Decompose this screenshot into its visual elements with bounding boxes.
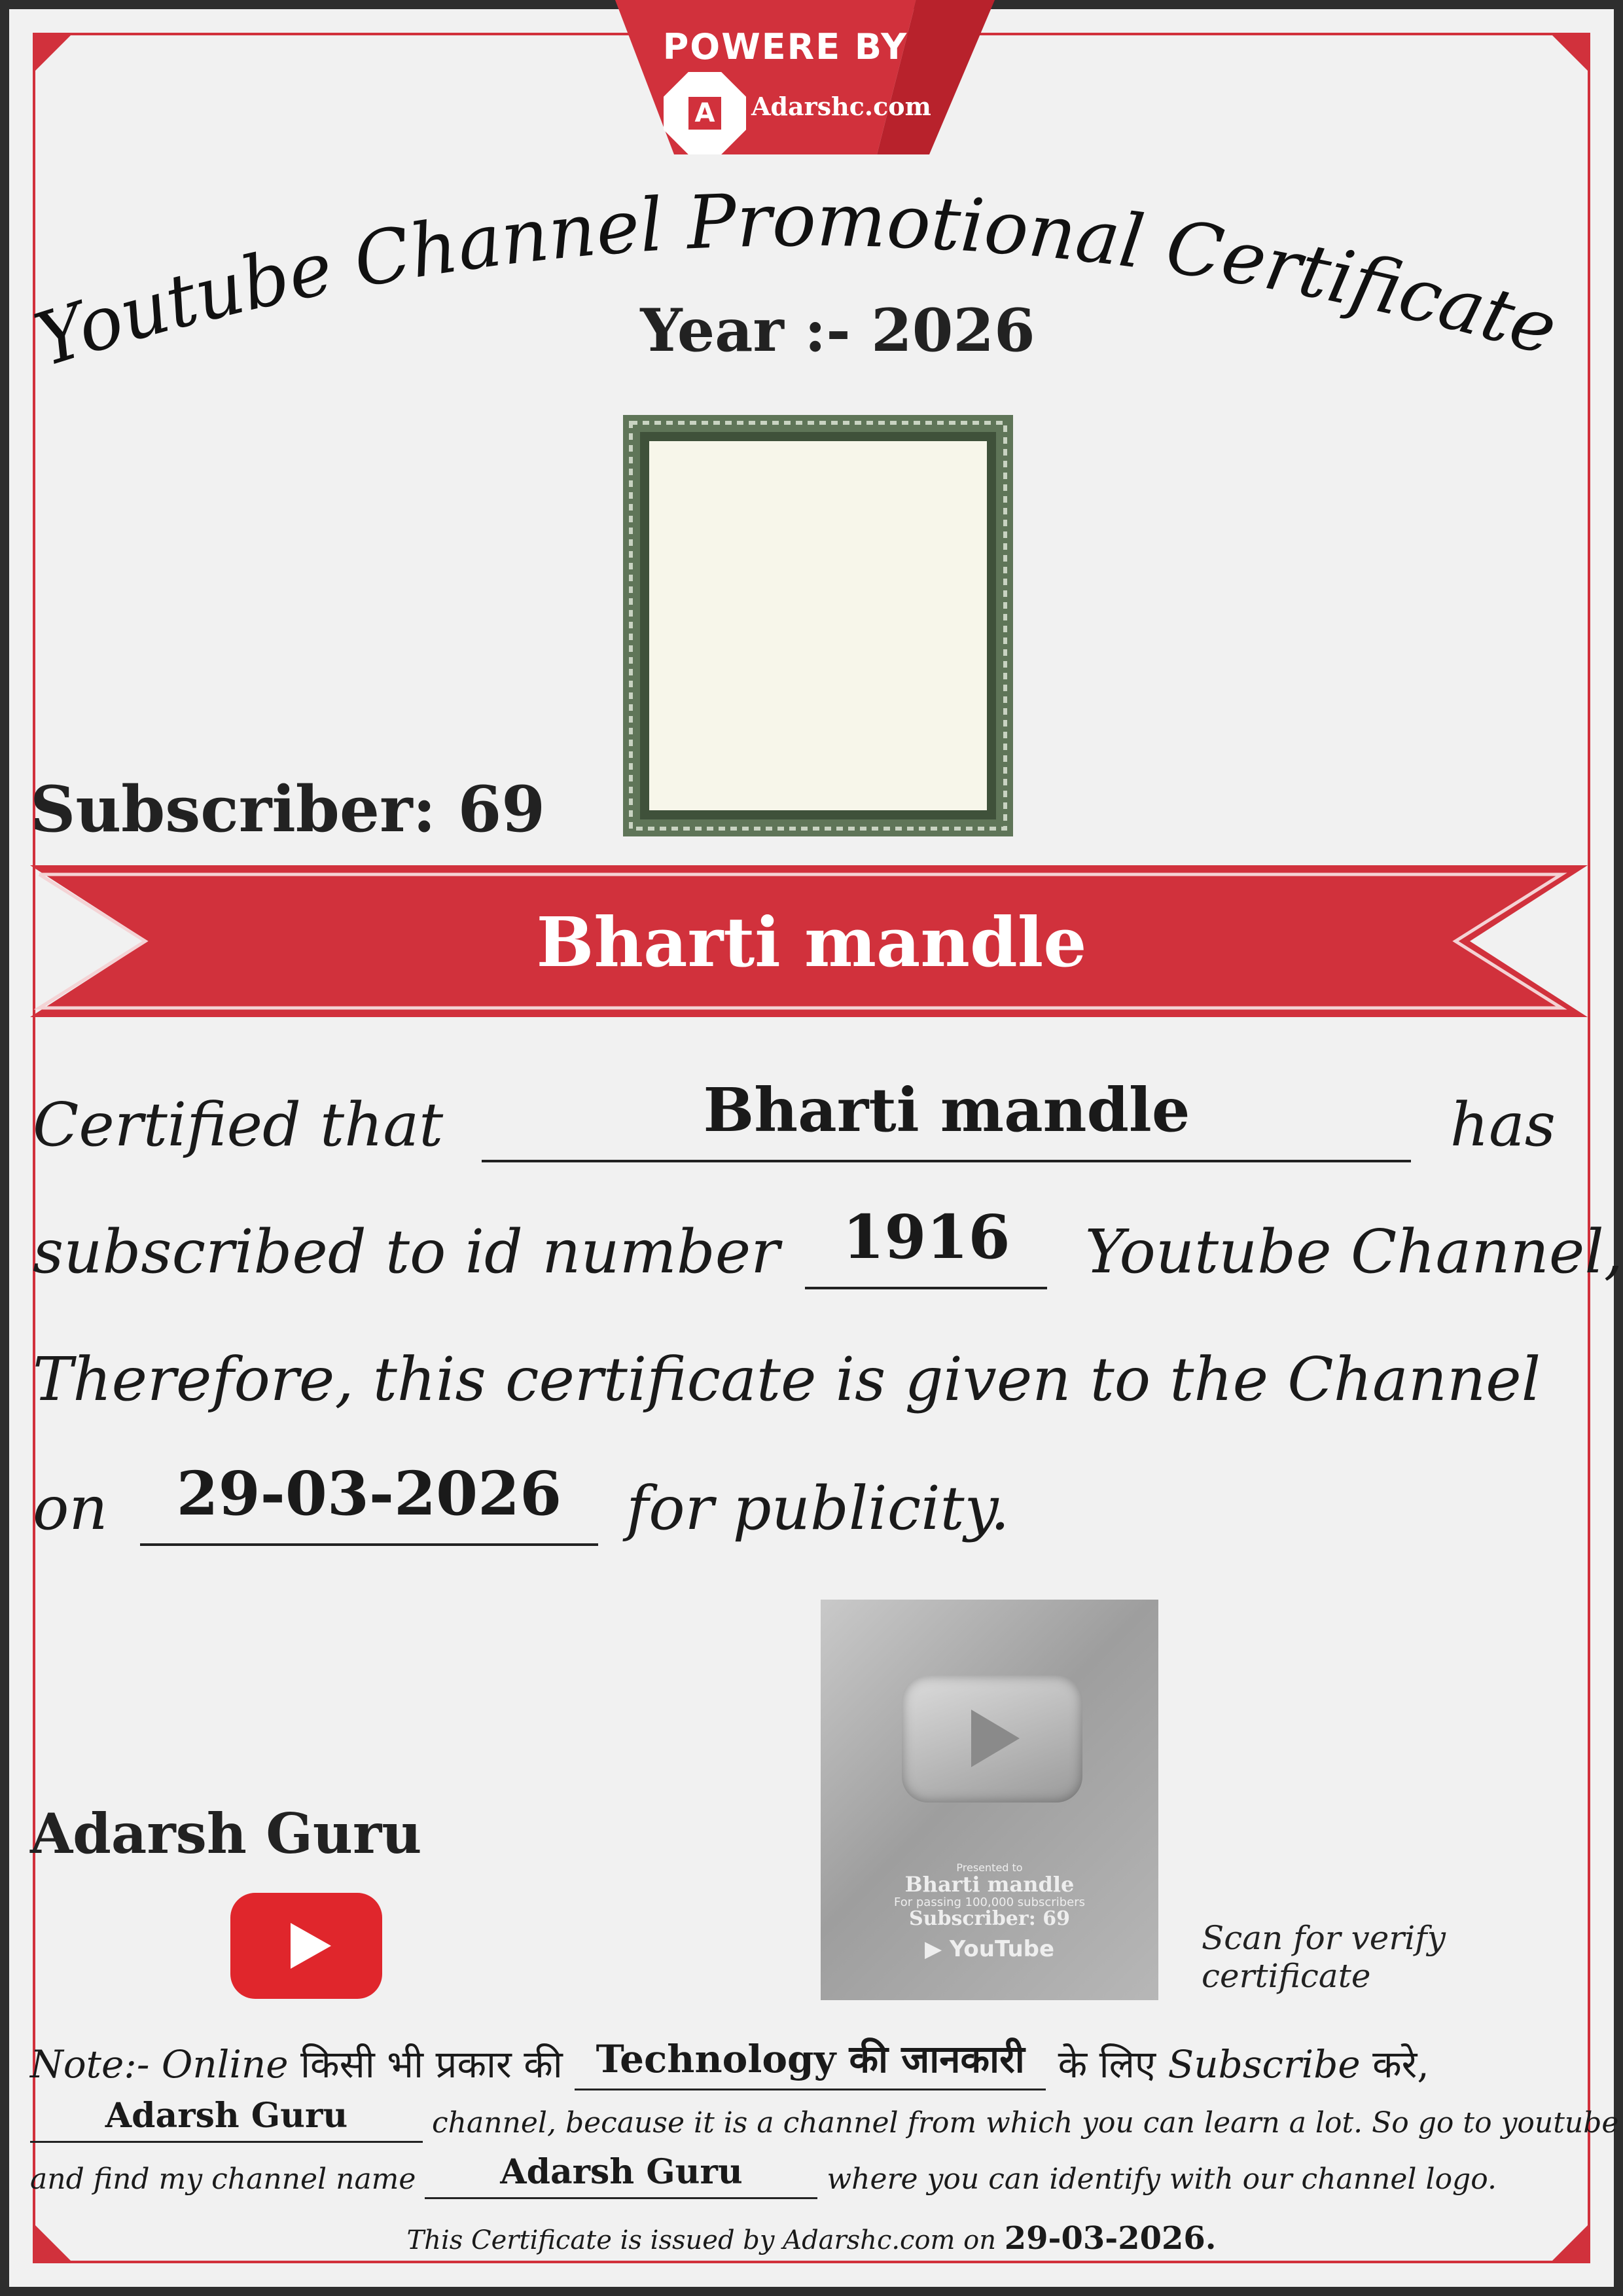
note-hindi-2: के लिए — [1058, 2042, 1156, 2087]
note-line-3 — [30, 2152, 1607, 2199]
note-topic-value: Technology की जानकारी — [596, 2037, 1025, 2081]
note-hindi-3: करे, — [1372, 2042, 1429, 2087]
body-line-3: Therefore, this certificate is given to the Channel — [33, 1344, 1541, 1414]
note-subscribe: Subscribe — [1168, 2042, 1361, 2087]
plaque-youtube-brand: ▶ YouTube — [924, 1936, 1055, 1962]
year-heading: Year :- 2026 — [640, 296, 1035, 365]
body-line-1-prefix: Certified that — [33, 1090, 444, 1160]
note-line-2-text: channel, because it is a channel from which you can learn a lot. So go to youtube — [432, 2106, 1619, 2140]
body-line-2-prefix: subscribed to id number — [33, 1217, 780, 1287]
note-channel-value-1: Adarsh Guru — [105, 2096, 348, 2136]
plaque-recipient-name: Bharti mandle — [904, 1872, 1075, 1897]
note-line-1 — [30, 2037, 1607, 2090]
body-line-4-suffix: for publicity. — [626, 1473, 1010, 1543]
note-channel-field-2 — [425, 2152, 817, 2199]
note-hindi-1: किसी भी प्रकार की — [300, 2042, 563, 2087]
plaque-play-triangle-icon — [971, 1710, 1020, 1767]
note-line-2 — [30, 2096, 1619, 2143]
adarshc-site-name: Adarshc.com — [751, 92, 931, 121]
corner-ornament-top-right — [1552, 35, 1588, 71]
photo-frame — [618, 410, 1018, 842]
note-topic-field — [575, 2037, 1046, 2090]
body-line-4-prefix: on — [33, 1473, 108, 1543]
issued-by-line — [0, 2220, 1623, 2257]
issued-date: 29-03-2026. — [1004, 2220, 1217, 2257]
note-channel-field-1 — [30, 2096, 423, 2143]
channel-owner-name: Adarsh Guru — [30, 1801, 422, 1866]
corner-ornament-top-left — [35, 35, 71, 71]
date-field — [140, 1458, 598, 1546]
body-line-1 — [33, 1075, 1603, 1162]
body-line-2-suffix: Youtube Channel, — [1084, 1217, 1623, 1287]
body-line-4 — [33, 1458, 1603, 1546]
plaque-subscriber-count: Subscriber: 69 — [909, 1907, 1070, 1930]
certificate-title — [0, 144, 1605, 419]
subscriber-count: Subscriber: 69 — [30, 772, 546, 846]
id-number-value: 1916 — [842, 1202, 1010, 1272]
id-number-field — [805, 1202, 1047, 1289]
powered-by-label: POWERE BY — [662, 26, 908, 67]
note-label: Note:- Online — [30, 2042, 289, 2087]
body-line-2 — [33, 1202, 1623, 1289]
plaque-passing-text: For passing 100,000 subscribers — [894, 1895, 1085, 1909]
recipient-name-value: Bharti mandle — [703, 1075, 1190, 1145]
plaque-youtube-brand-text: YouTube — [949, 1936, 1055, 1962]
recipient-name-field — [482, 1075, 1411, 1162]
youtube-logo-icon — [230, 1893, 382, 1999]
note-channel-value-2: Adarsh Guru — [500, 2152, 743, 2192]
issued-by-text: This Certificate is issued by Adarshc.com on — [406, 2225, 997, 2255]
date-value: 29-03-2026 — [176, 1458, 562, 1529]
note-line-3-suffix: where you can identify with our channel logo. — [827, 2162, 1497, 2196]
banner-recipient-name: Bharti mandle — [536, 902, 1087, 982]
note-line-3-prefix: and find my channel name — [30, 2162, 416, 2196]
adarshc-logo-icon: A — [688, 97, 721, 130]
plaque-presented-to: Presented to — [956, 1861, 1023, 1874]
scan-verify-text: Scan for verify certificate — [1202, 1919, 1446, 1995]
body-line-1-suffix: has — [1450, 1090, 1556, 1160]
certificate-title-text: Youtube Channel Promotional Certificate — [26, 177, 1566, 384]
